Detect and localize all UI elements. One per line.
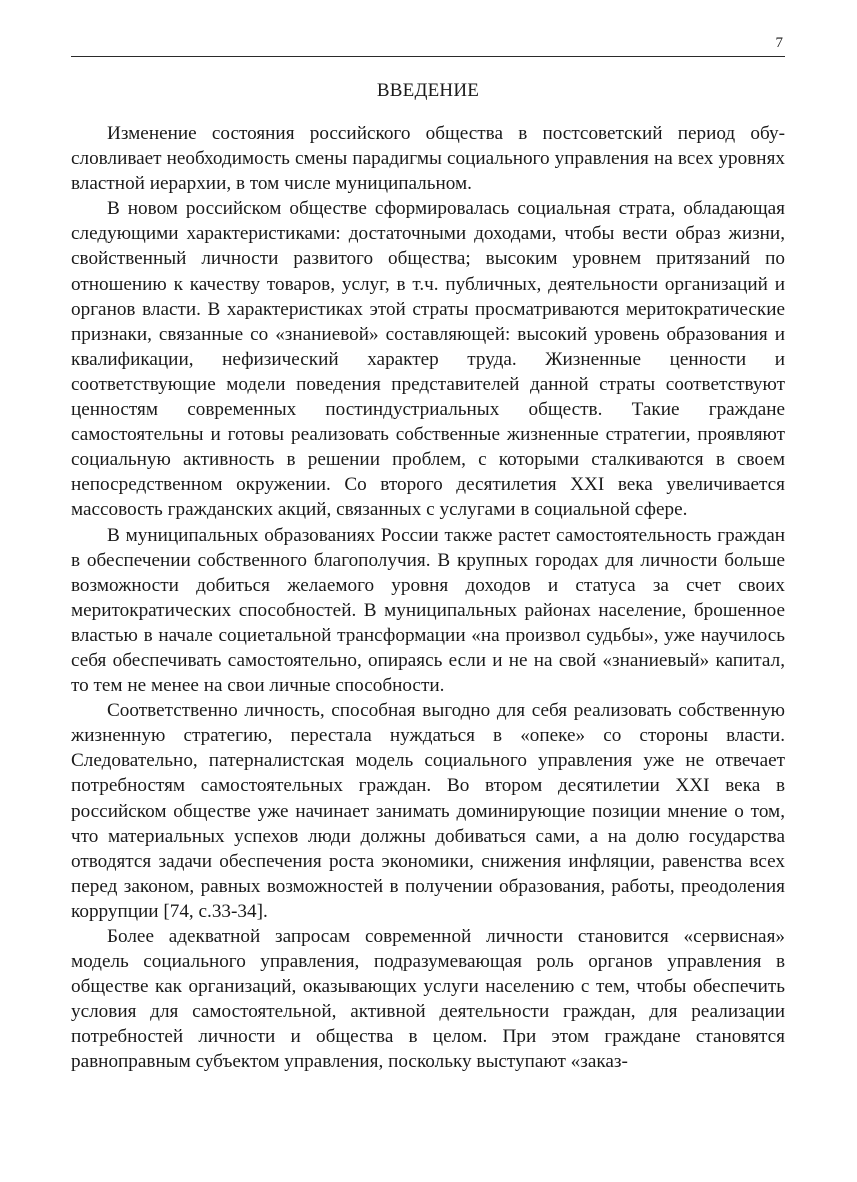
paragraph: Изменение состояния российского общества в постсоветский период обусловливает необходимость смены парадигмы социального управления на всех уровнях властной иерархии, в том числе муниципальном.: [71, 123, 785, 195]
paragraph: Более адекватной запросам современной личности становится «сервисная» модель социального управления, подразумевающая роль органов управления в обществе как организаций, оказывающих услуги населению с тем, чтобы обеспечить условия для самостоятельной, активной деятельности граждан, для реализации потребностей личности и общества в целом. При этом граждане становятся равноправным субъектом управления, поскольку выступают «заказ-: [71, 926, 785, 1073]
running-header: [71, 30, 785, 57]
section-title: ВВЕДЕНИЕ: [376, 80, 480, 101]
paragraph: В новом российском обществе сформировалась социальная страта, обладающая следующими характеристиками: достаточными доходами, чтобы вести образ жизни, свойственный личности развитого общества; высоким уровнем притязаний по отношению к качеству товаров, услуг, в т.ч. публичных, деятельности организаций и органов власти. В характеристиках этой страты просматриваются меритократические признаки, связанные со «знаниевой» составляющей: высокий уровень образования и квалификации, нефизический характер труда. Жизненные ценности и соответствующие модели поведения представителей данной страты соответствуют ценностям современных постиндустриальных обществ. Такие граждане самостоятельны и готовы реализовать собственные жизненные стратегии, проявляют социальную активность в решении проблем, с которыми сталкиваются в своем непосредственном окружении. Со второго десятилетия XXI века увеличивается массовость гражданских акций, связанных с услугами в социальной сфере.: [71, 198, 785, 521]
page-number: 7: [775, 35, 783, 51]
paragraph: Соответственно личность, способная выгодно для себя реализовать собственную жизненную стратегию, перестала нуждаться в «опеке» со стороны власти. Следовательно, патерналистская модель социального управления уже не отвечает потребностям самостоятельных граждан. Во втором десятилетии XXI века в российском обществе уже начинает занимать доминирующие позиции мнение о том, что материальных успехов люди должны добиваться сами, а на долю государства отводятся задачи обеспечения роста экономики, снижения инфляции, равенства всех перед законом, равных возможностей в получении образования, работы, преодоления коррупции [74, с.33-34].: [71, 700, 785, 922]
document-page: [71, 30, 785, 1075]
body-text: [71, 121, 785, 1075]
paragraph: В муниципальных образованиях России также растет самостоятельность граждан в обеспечении собственного благополучия. В крупных городах для личности больше возможности добиться желаемого уровня доходов и статуса за счет своих меритократических способностей. В муниципальных районах население, брошенное властью в начале социетальной трансформации «на произвол судьбы», уже научилось себя обеспечивать самостоятельно, опираясь если и не на свой «знаниевый» капитал, то тем не менее на свои личные способности.: [71, 524, 785, 697]
